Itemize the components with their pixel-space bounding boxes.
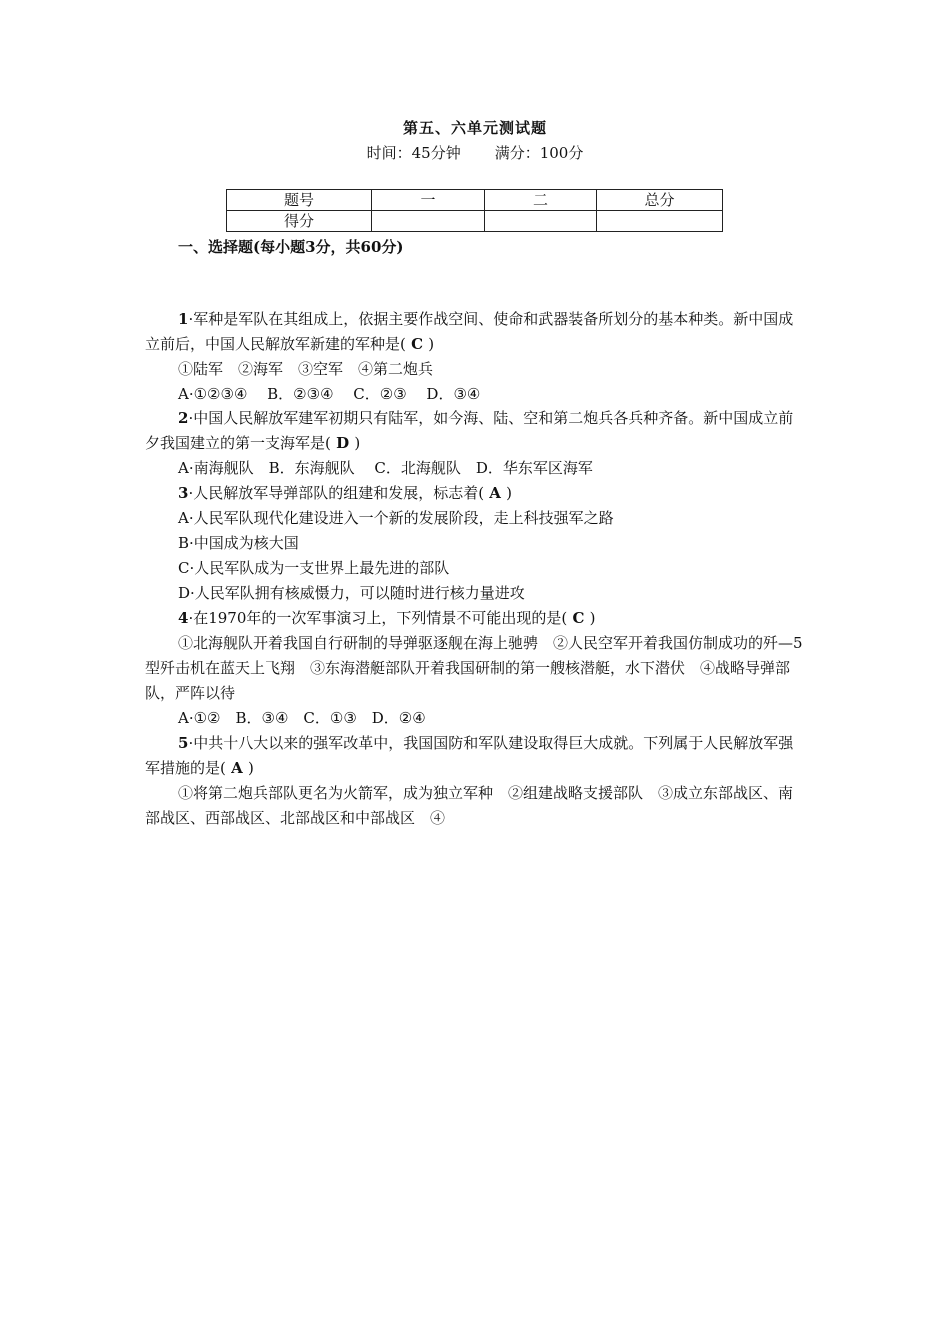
question-3-option-c: C·人民军队成为一支世界上最先进的部队 (178, 559, 450, 577)
time-limit: 时间：45分钟 (366, 144, 461, 162)
paren: ) (354, 434, 361, 452)
question-3-option-d: D·人民军队拥有核威慑力，可以随时进行核力量进攻 (178, 584, 525, 602)
question-2-options: A·南海舰队 B．东海舰队 C．北海舰队 D．华东军区海军 (178, 459, 593, 477)
table-cell: 一 (372, 190, 485, 211)
answer: C (405, 335, 429, 353)
table-cell (372, 211, 485, 232)
question-number: 3 (178, 484, 189, 502)
question-5-items: ①将第二炮兵部队更名为火箭军，成为独立军种 ②组建战略支援部队 ③成立东部战区、南部战区、西部战区、北部战区和中部战区 ④ (145, 784, 794, 827)
question-1-items: ①陆军 ②海军 ③空军 ④第二炮兵 (178, 360, 434, 378)
paren: ) (247, 759, 254, 777)
exam-info (0, 142, 950, 163)
table-cell (485, 211, 597, 232)
table-row (227, 211, 723, 232)
score-table (226, 189, 723, 232)
question-text: ·中共十八大以来的强军改革中，我国国防和军队建设取得巨大成就。下列属于人民解放军强军措施的是( (145, 734, 794, 777)
question-1-options: A·①②③④ B．②③④ C．②③ D．③④ (178, 385, 481, 403)
question-text: ·人民解放军导弹部队的组建和发展，标志着( (188, 484, 485, 502)
question-3-stem (145, 481, 807, 506)
question-text: ·中国人民解放军建军初期只有陆军，如今海、陆、空和第二炮兵各兵种齐备。新中国成立前夕我国建立的第一支海军是( (145, 409, 794, 452)
question-4-options: A·①② B．③④ C．①③ D．②④ (178, 709, 426, 727)
question-text: ·在1970年的一次军事演习上，下列情景不可能出现的是( (188, 609, 568, 627)
paren: ) (428, 335, 435, 353)
question-3-option-a: A·人民军队现代化建设进入一个新的发展阶段，走上科技强军之路 (178, 509, 614, 527)
full-score: 满分：100分 (494, 144, 584, 162)
question-text: ·军种是军队在其组成上，依据主要作战空间、使命和武器装备所划分的基本种类。新中国成立前后，中国人民解放军新建的军种是( (145, 310, 794, 353)
page-title: 第五、六单元测试题 (402, 119, 547, 137)
table-cell: 总分 (597, 190, 723, 211)
question-5-stem (145, 731, 807, 781)
table-row (227, 190, 723, 211)
table-cell: 得分 (227, 211, 372, 232)
table-cell: 题号 (227, 190, 372, 211)
question-2-stem (145, 406, 807, 456)
question-1-stem (145, 307, 807, 357)
answer: A (484, 484, 507, 502)
table-cell (597, 211, 723, 232)
paren: ) (589, 609, 596, 627)
answer: C (567, 609, 590, 627)
table-cell: 二 (485, 190, 597, 211)
question-4-stem (145, 606, 807, 631)
question-number: 2 (178, 409, 189, 427)
paren: ) (506, 484, 513, 502)
question-3-option-b: B·中国成为核大国 (178, 534, 299, 552)
question-number: 5 (178, 734, 189, 752)
question-4-items: ①北海舰队开着我国自行研制的导弹驱逐舰在海上驰骋 ②人民空军开着我国仿制成功的歼—5型歼击机在蓝天上飞翔 ③东海潜艇部队开着我国研制的第一艘核潜艇，水下潜伏 ④战略导弹部队，严阵以待 (145, 634, 803, 702)
question-number: 4 (178, 609, 189, 627)
question-number: 1 (178, 310, 189, 328)
section-heading: 一、选择题(每小题3分，共60分) (178, 238, 404, 256)
answer: A (225, 759, 248, 777)
answer: D (330, 434, 355, 452)
